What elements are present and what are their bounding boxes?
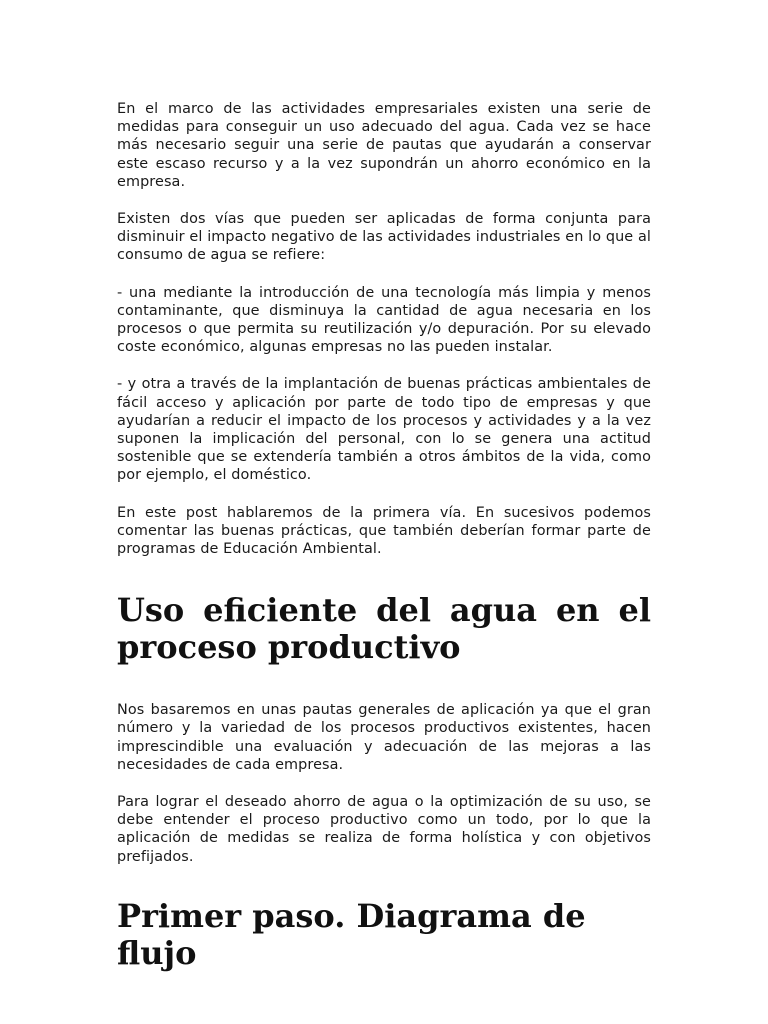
heading-primer-paso: Primer paso. Diagrama de flujo	[117, 896, 586, 972]
paragraph-intro: En el marco de las actividades empresariales existen una serie de medidas para conseguir un uso adecuado del agua. Cada vez se hace más necesario seguir una serie de pautas que ayudarán a conservar este escaso recurso y a la vez supondrán un ahorro económico en la empresa.	[117, 101, 651, 190]
paragraph-technology: - una mediante la introducción de una tecnología más limpia y menos contaminante, que disminuya la cantidad de agua necesaria en los procesos o que permita su reutilización y/o depuración. Por su elevado coste económico, algunas empresas no las pueden instalar.	[117, 284, 651, 356]
paragraph-pautas: Nos basaremos en unas pautas generales de aplicación ya que el gran número y la variedad de los procesos productivos existentes, hacen imprescindible una evaluación y adecuación de las mejoras a las necesidades de cada empresa.	[117, 702, 651, 773]
document-page	[117, 100, 651, 972]
paragraph-ahorro: Para lograr el deseado ahorro de agua o la optimización de su uso, se debe entender el proceso productivo como un todo, por lo que la aplicación de medidas se realiza de forma holística y con objetivos prefijados.	[117, 794, 651, 865]
heading-uso-eficiente: Uso eficiente del agua en el proceso productivo	[117, 591, 651, 667]
paragraph-two-ways: Existen dos vías que pueden ser aplicadas de forma conjunta para disminuir el impacto negativo de las actividades industriales en lo que al consumo de agua se refiere:	[117, 211, 651, 264]
paragraph-this-post: En este post hablaremos de la primera vía. En sucesivos podemos comentar las buenas prácticas, que también deberían formar parte de programas de Educación Ambiental.	[117, 504, 651, 558]
paragraph-good-practices: - y otra a través de la implantación de buenas prácticas ambientales de fácil acceso y aplicación por parte de todo tipo de empresas y que ayudarían a reducir el impacto de los procesos y actividades y a la vez suponen la implicación del personal, con lo se genera una actitud sostenible que se extendería también a otros ámbitos de la vida, como por ejemplo, el doméstico.	[117, 376, 651, 484]
